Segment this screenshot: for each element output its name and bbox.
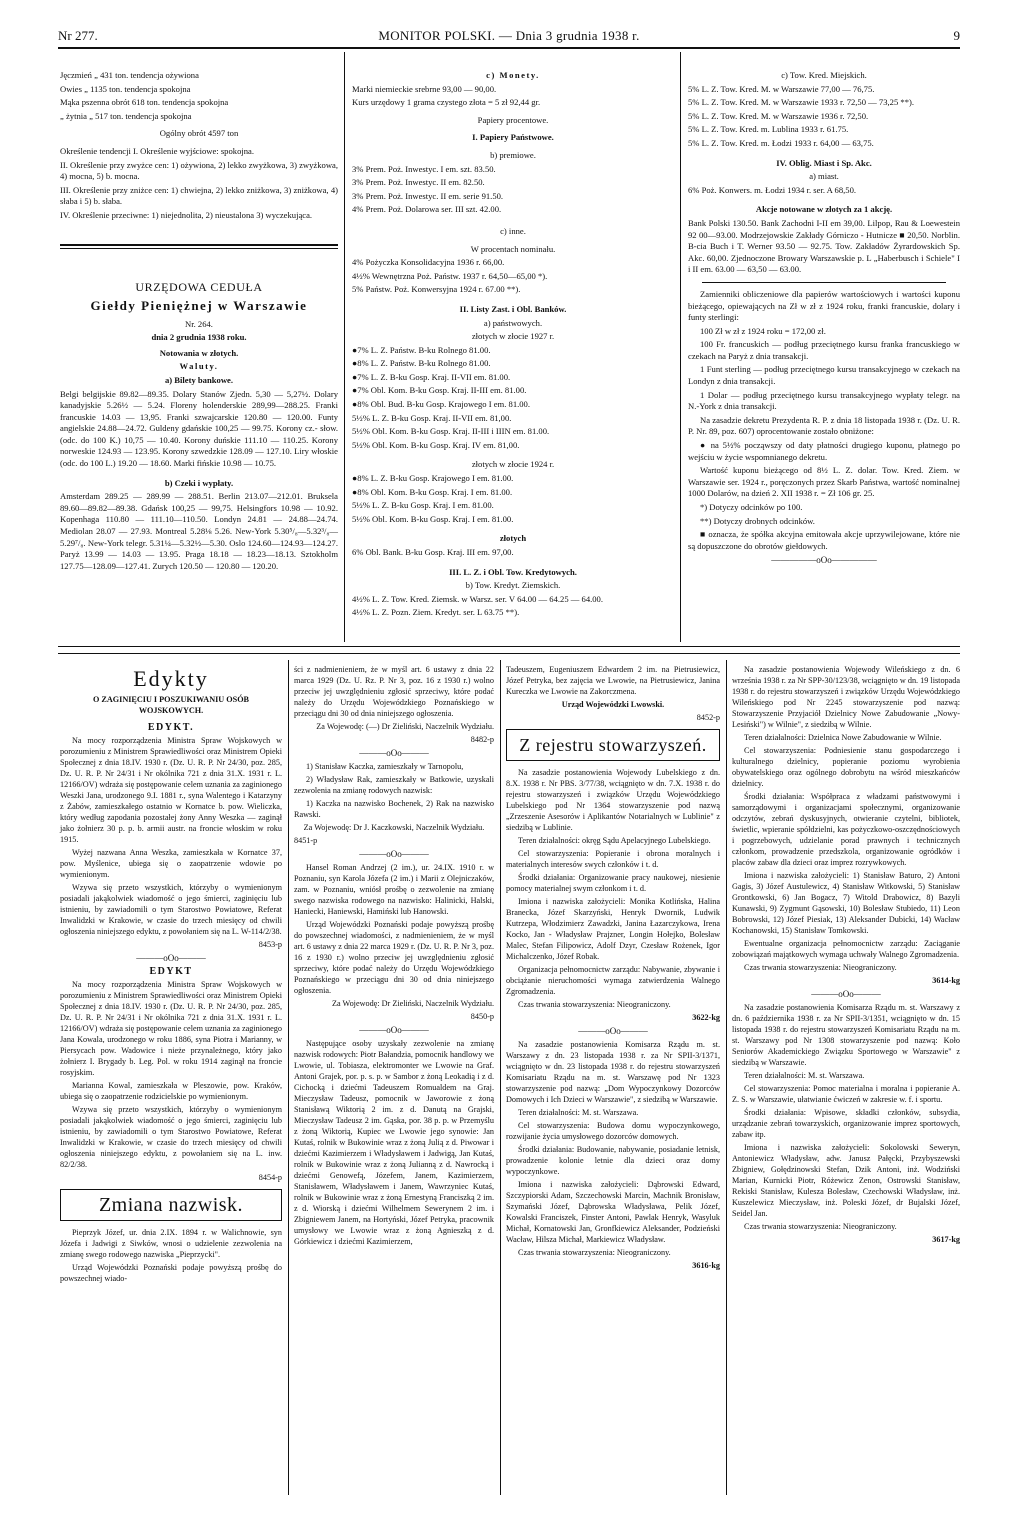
zl1924-item: 5½% Obl. Kom. B-ku Gosp. Kraj. I em. 81.00. — [352, 513, 514, 524]
zl1927-item: ●7% L. Z. Państw. B-ku Rolnego 81.00. — [352, 344, 491, 355]
edykt-heading: EDYKT. — [147, 722, 195, 733]
bilety-heading: a) Bilety bankowe. — [164, 374, 234, 385]
notice-number: 8450-p — [470, 1012, 494, 1021]
notice-number: 3617-kg — [932, 1235, 960, 1244]
column-divider — [288, 660, 289, 1495]
notice-text: Na zasadzie postanowienia Wojewody Wileńskiego z dn. 6 września 1938 r. za Nr SPP-30/123/38, wciągnięto w dn. 19 listopada 1938 r. do rejestru stowarzyszeń i związków Urzędu Wojewódzkiego Wileńskiego pod Nr 2245 stowarzyszenie pod nazwą: Stowarzyszenie Przyjaciół Dzielnicy Nowe Zabudowanie „Nowy-Lesiński") w Wilnie", z siedzibą w Wilnie. — [732, 665, 960, 729]
zamienniki-text: 100 Fr. francuskich — podług przeciętnego kursu franka francuskiego w czekach na Paryż z dnia transakcji. — [688, 339, 960, 361]
section-rule — [702, 282, 947, 283]
notice-text: Cel stowarzyszenia: Podniesienie stanu gospodarczego i kulturalnego dzielnicy, popieranie poziomu wyrobienia obywatelskiego oraz ogólnego dobrobytu na wśród mieszkańców dzielnicy. — [732, 746, 960, 788]
separator-ornament: ———oOo——— — [359, 1025, 429, 1035]
zl1924-item: ●8% L. Z. B-ku Gosp. Krajowego I em. 81.00. — [352, 473, 514, 484]
top-column-3 — [688, 70, 960, 568]
notice-text: Teren działalności: M. st. Warszawa. — [744, 1071, 865, 1080]
akcje-text: Bank Polski 130.50. Bank Zachodni I-II em 39,00. Lilpop, Rau & Loewestein 92 00—93.00. Modrzejowskie Zakłady Górniczo - Hutnicze ■ 20,50. Norblin. B-cia Buch i T. Werner 93.50 — 92.75. Tow. Zakładów Żyrardowskich Sp. Akc. 60,00. Zjednoczone Browary Warszawskie p. L „Haberbusch i Schiele" I i II em. 63.00 — 63,50 — 63.00. — [688, 217, 960, 275]
miejskich-item: 5% L. Z. Tow. Kred. m. Łodzi 1933 r. 64,00 — 63,75. — [688, 137, 874, 148]
czeki-heading: b) Czeki i wypłaty. — [164, 477, 234, 488]
miejskich-item: 5% L. Z. Tow. Kred. M. w Warszawie 77,00 — 76,75. — [688, 83, 875, 94]
akcje-heading: Akcje notowane w złotych za 1 akcję. — [755, 204, 893, 215]
miejskich-item: 5% L. Z. Tow. Kred. M. w Warszawie 1936 r. 72,50. — [688, 110, 869, 121]
grain-line: Mąka pszenna obrót 618 ton. tendencja spokojna — [60, 97, 229, 108]
page-header — [58, 28, 960, 48]
notice-text: Cel stowarzyszenia: Pomoc materialna i moralna i popieranie A. Z. S. w Warszawie, ułatwianie ćwiczeń w zakresie w. f. i sportu. — [732, 1084, 960, 1104]
notice-text: Środki działania: Wpisowe, składki członków, subsydia, urządzanie zebrań towarzyskich, organizowanie imprez sportowych, zabaw itp. — [732, 1108, 960, 1139]
notice-number: 8453-p — [258, 940, 282, 949]
bilety-text: Belgi belgijskie 89.82—89.35. Dolary Stanów Zjedn. 5,30 — 5,27½. Dolary kanadyjskie 5.26½ — 5.24. Floreny holenderskie 289,99—288.25. Franki francuskie 14.03 — 13,95. Franki szwajcarskie 120.80 — 120.00. Funty angielskie 24.88—24.72. Guldeny gdańskie 100,25 — 99.75. Korony cz.- słow. (odc. do 100 K.) 10,75 — 10.40. Korony duńskie 111.10 — 110.25. Korony norweskie 124.93 — 123.95. Korony szwedzkie 128.09 — 127.10. Liry włoskie (odc. do 100 L.) 19.20 — 18.60. Marki fińskie 10.98 — 10.75. — [60, 388, 338, 469]
zmiana-nazwisk-title: Zmiana nazwisk. — [60, 1189, 282, 1221]
zamienniki-text: 1 Dolar — podług przeciętnego kursu transakcyjnego wypłaty telegr. na N.-York z dnia transakcji. — [688, 389, 960, 412]
waluty-heading: Waluty. — [179, 361, 219, 372]
zmiana-text: Urząd Wojewódzki Poznański podaje powyższą prośbę do powszechnej wiado- — [60, 1263, 282, 1283]
tendency-note: Określenie tendencji I. Określenie wyjściowe: spokojna. — [60, 145, 255, 156]
header-rule — [58, 47, 960, 49]
top-column-1 — [60, 70, 338, 574]
notice-number: 8451-p — [294, 836, 318, 845]
signature: Za Wojewodę: Dr J. Kaczkowski, Naczelnik Wydziału. — [303, 823, 485, 832]
zl1924-item: 5½% L. Z. B-ku Gosp. Kraj. I em. 81.00. — [352, 500, 494, 511]
notice-number: 8482-p — [470, 735, 494, 744]
bottom-column-1 — [60, 664, 282, 1286]
zamienniki-text: Zamienniki obliczeniowe dla papierów wartościowych i wartości kuponu bieżącego, opiewających na Zł w zł z 1924 roku, franki francuskie, dolary i funty sterlingi: — [688, 288, 960, 323]
top-column-2 — [352, 70, 674, 621]
bottom-column-4 — [732, 664, 960, 1247]
column-divider — [500, 660, 501, 1495]
zl1927-item: ●8% L. Z. Państw. B-ku Rolnego 81.00. — [352, 358, 491, 369]
grain-line: „ żytnia „ 517 ton. tendencja spokojna — [60, 110, 192, 121]
zl1927-item: 5½% L. Z. B-ku Gosp. Kraj. II-VII em. 81,00. — [352, 412, 512, 423]
zl1927-item: ●7% L. Z. B-ku Gosp. Kraj. II-VII em. 81.00. — [352, 371, 511, 382]
zmiana-text: Pieprzyk Józef, ur. dnia 2.IX. 1894 r. w Walichnowie, syn Józefa i Jadwigi z Siwków, wnosi o udzielenie zezwolenia na zmianę swego rodowego nazwiska „Pieprzycki". — [60, 1228, 282, 1259]
czeki-text: Amsterdam 289.25 — 289.99 — 288.51. Berlin 213.07—212.01. Bruksela 89.60—89.82—89.38. Gdańsk 100,25 — 99,75. Helsingfors 10.98 — 10.92. Kopenhaga 110.80 — 111.10—110.50. Londyn 24.81 — 24.88—24.74. Mediolan 28.07 — 27.93. Montreal 5.28⅛ 5.26. New-York 5.30⁵/₈—5.32³/₈—5.29⁷/₈. New-York telegr. 5.31¼—5.32½—5.30. Oslo 124.60—124.93—124.27. Paryż 13.99 — 14.03 — 13.95. Praga 18.18 — 18.23—18.13. Sztokholm 127.75—128.09—127.41. Zurych 120.50 — 120.80 — 120.20. — [60, 491, 338, 571]
zl1927-item: ●8% Obl. Bud. B-ku Gosp. Krajowego I em. 81.00. — [352, 399, 531, 410]
ziemskich-heading: b) Tow. Kredyt. Ziemskich. — [465, 580, 561, 591]
premiowe-item: 3% Prem. Poż. Inwestyc. II em. serie 91.50. — [352, 190, 504, 201]
notowania-heading: Notowania w złotych. — [159, 347, 239, 358]
signature: Za Wojewodę: (—) Dr Zieliński, Naczelnik Wydziału. — [316, 722, 494, 731]
w-procentach-heading: W procentach nominału. — [470, 243, 556, 254]
miast-item: 6% Poż. Konwers. m. Łodzi 1934 r. ser. A 68,50. — [688, 184, 857, 195]
notice-text: Organizacja pełnomocnictw zarządu: Nabywanie, zbywanie i obciążanie nieruchomości wymaga zatwierdzenia Walnego Zgromadzenia. — [506, 965, 720, 996]
notice-text: Na zasadzie postanowienia Komisarza Rządu m. st. Warszawy z dn. 6 października 1938 r. za Nr SPII-3/1351, wciągnięto w dn. 15 listopada 1938 r. do rejestru stowarzyszeń Komisariatu Rządu na m. st. Warszawy pod Nr 1308 stowarzyszenie pod nazwą: Koło Seniorów Akademickiego Związku Sportowego w Warszawie" z siedzibą w Warszawie. — [732, 1003, 960, 1067]
premiowe-item: 3% Prem. Poż. Inwestyc. II em. 82.50. — [352, 177, 485, 188]
monety-text: Marki niemieckie srebrne 93,00 — 90,00. — [352, 83, 497, 94]
footnote: **) Dotyczy drobnych odcinków. — [700, 515, 815, 526]
notice-text: Czas trwania stowarzyszenia: Nieograniczony. — [744, 963, 897, 972]
obligacje-heading: IV. Oblig. Miast i Sp. Akc. — [776, 157, 872, 168]
tendency-note: II. Określenie przy zwyżce cen: 1) ożywiona, 2) lekko zwyżkowa, 3) zwyżkowa, 4) mocna, 5) b. mocna. — [60, 159, 338, 182]
miast-heading: a) miast. — [809, 171, 839, 182]
edykt-text: Wzywa się przeto wszystkich, którzyby o wymienionym posiadali jakąkolwiek wiadomość o jego śmierci, zaginięciu lub istnieniu, by zawiadomili o tym Starostwo Powiatowe, Referat Inwalidzki w Krakowie, w czasie do trzech miesięcy od chwili ogłoszenia niniejszego edyktu, z powołaniem się na L. inw. 82/2/38. — [60, 1105, 282, 1169]
notice-text: Teren działalności: Dzielnica Nowe Zabudowanie w Wilnie. — [744, 733, 942, 742]
zamienniki-text: 100 Zł w zł z 1924 roku = 172,00 zł. — [700, 325, 826, 336]
signature: Za Wojewodę: Dr Zieliński, Naczelnik Wydziału. — [331, 999, 494, 1008]
notice-text: Ewentualne organizacja pełnomocnictw zarządu: Zaciąganie zobowiązań majątkowych wymaga uchwały Walnego Zgromadzenia. — [732, 939, 960, 959]
miejskich-item: 5% L. Z. Tow. Kred. M. w Warszawie 1933 r. 72,50 — 73,25 **). — [688, 97, 915, 108]
inne-item: 4% Pożyczka Konsolidacyjna 1936 r. 66,00. — [352, 257, 505, 268]
papiery-panstwowe-heading: I. Papiery Państwowe. — [472, 132, 554, 143]
cedula-number: Nr. 264. — [185, 318, 213, 329]
column-divider — [726, 660, 727, 1495]
grain-line: Owies „ 1135 ton. tendencja spokojna — [60, 83, 191, 94]
zl1927-item: ●7% Obl. Kom. B-ku Gosp. Kraj. II-III em. 81.00. — [352, 385, 527, 396]
edykt-text: Wzywa się przeto wszystkich, którzyby o wymienionym posiadali jakąkolwiek wiadomość o jego śmierci, zaginięciu lub istnieniu, by zawiadomili o tym Starostwo Powiatowe, Referat Inwalidzki w Krakowie, w czasie do trzech miesięcy od chwili ogłoszenia niniejszego edyktu, z powołaniem się na L. W-114/2/38. — [60, 883, 282, 936]
zamienniki-text: Na zasadzie dekretu Prezydenta R. P. z dnia 18 listopada 1938 r. (Dz. U. R. P. Nr. 89, poz. 607) oprocentowanie zostało obniżone: — [688, 414, 960, 437]
edykt-text: Marianna Kowal, zamieszkała w Pleszowie, pow. Kraków, ubiega się o zaopatrzenie rodzicielskie po wymienionym. — [60, 1081, 282, 1101]
ziemskich-item: 4½% L. Z. Pozn. Ziem. Kredyt. ser. L 63.75 **). — [352, 607, 520, 618]
zlotych-heading: złotych — [499, 533, 527, 544]
notice-text: Na zasadzie postanowienia Komisarza Rządu m. st. Warszawy z dn. 23 listopada 1938 r. za Nr SPII-3/1371, wciągnięto w dn. 23 listopada 1938 r. do rejestru stowarzyszeń Komisariatu Rządu na m. st. Warszawę pod Nr 1323 stowarzyszenie pod nazwą: „Dom Wypoczynkowy Dozorców Domowych i Ich Dzieci w Warszawie", z siedzibą w Warszawie. — [506, 1040, 720, 1104]
notice-text: Cel stowarzyszenia: Popieranie i obrona moralnych i materialnych interesów swych członków i t. d. — [506, 849, 720, 869]
bottom-column-3 — [506, 664, 720, 1273]
column-divider — [344, 52, 345, 642]
monety-heading: c) Monety. — [486, 70, 540, 80]
notice-number: 3622-kg — [692, 1013, 720, 1022]
notice-text: Czas trwania stowarzyszenia: Nieograniczony. — [518, 1000, 671, 1009]
notice-text: Środki działania: Organizowanie pracy naukowej, niesienie pomocy materialnej swym członkom i t. d. — [506, 873, 720, 893]
cedula-date: dnia 2 grudnia 1938 roku. — [151, 332, 247, 343]
notice-text: Imiona i nazwiska założycieli: Dąbrowski Edward, Szczypiorski Adam, Szczechowski Marcin, Machnik Bronisław, Szymański Józef, Dąbrowska Władysława, Pelik Józef, Kowalski Franciszek, Finster Antoni, Pawlak Henryk, Wasyluk Michał, Kornatowski Jan, Gronfkiewicz Aleksander, Podzieński Wacław, Hilsza Michał, Markiewicz Władysław. — [506, 1180, 720, 1244]
grain-line: Jęczmień „ 431 ton. tendencja ożywiona — [60, 70, 199, 80]
cedula-title: URZĘDOWA CEDUŁA — [135, 279, 263, 294]
notice-text: Urząd Wojewódzki Poznański podaje powyższą prośbę do powszechnej wiadomości, z nadmienieniem, że w myśl art. 6 ustawy z dnia 22 marca 1929 r. (Dz. U. R. P. Nr 3, poz. 16 z 1930 r.) wolno przeciw jej uwzględnieniu zgłosić sprzeciwy, które podać należy do Urzędu Wojewódzkiego Poznańskiego w przeciągu dni 30 od dnia niniejszego ogłoszenia. — [294, 920, 494, 995]
signature: Urząd Wojewódzki Lwowski. — [561, 700, 665, 709]
miejskich-heading: c) Tow. Kred. Miejskich. — [781, 70, 867, 80]
inne-item: 5% Państw. Poż. Konwersyjna 1924 r. 67.00 **). — [352, 284, 521, 295]
section-divider — [58, 646, 960, 654]
zl1927-heading: złotych w złocie 1927 r. — [471, 331, 555, 342]
notice-text: Cel stowarzyszenia: Budowa domu wypoczynkowego, rozwijanie życia umysłowego dozorców domowych. — [506, 1121, 720, 1141]
notice-text: 2) Władysław Rak, zamieszkały w Batkowie, uzyskali zezwolenia na zmianę rodowych nazwisk: — [294, 775, 494, 795]
notice-text: Środki działania: Budowanie, nabywanie, posiadanie letnisk, prowadzenie kolonie letnie dla dzieci oraz domy wypoczynkowe. — [506, 1145, 720, 1176]
premiowe-item: 4% Prem. Poż. Dolarowa ser. III szt. 42.00. — [352, 204, 502, 215]
notice-text: Następujące osoby uzyskały zezwolenie na zmianę nazwisk rodowych: Piotr Bałandzia, pomocnik handlowy we Lwowie, ul. Tobiasza, elektromonter we Lwowie na Graf. Antoni Grajek, por. p. s. p. w Sambor z żoną Leokadią i z d. Cichocką i dziećmi Tadeuszem Romualdem na Graj. Mieczysław Tadeusz, pomocnik w Jaworowie z żoną Stanisławą Wiktorią 2 im. z d. Danutą na Grajski, Mieczysław Tadeusz 2 im. Gąska, por. 38 p. p. w Przemyślu z żoną Wiktorią, Kupiec we Lwowie jego synowie: Jan Kutaś, rolnik w Bukowinie wraz z żoną Julią z d. Piwowar i dziećmi Kazimierzem i Władysławem i Jadwigą, Jan Kutaś, rolnik w Bukowinie wraz z żoną Julianną z d. Nawrocką i dziećmi Genowefą, Józefem, Janem, Kazimierzem, Stanisławem, Władysławem i Janem, Wawrzyniec Kutaś, rolnik w Bukowinie wraz z żoną Ernestyną Franciszką 2 im. z d. Wiorską i dziećmi Wilhelmem Sewerynem 2 im. i Zbigniewem Janem, na Hortyński, Józef Petryka, pracownik umysłowy we Lwowie wraz z żoną Agnieszką z d. Górkiewicz i dziećmi Kazimierzem, — [294, 1039, 494, 1246]
separator-ornament: ———oOo——— — [811, 989, 881, 999]
notice-text: 1) Stanisław Kaczka, zamieszkały w Tarnopolu, — [306, 762, 464, 771]
notice-text: Imiona i nazwiska założycieli: Monika Kotlińska, Halina Branecka, Józef Skarzyński, Henryk Dwornik, Ludwik Kutrzepa, Włodzimierz Zawadzki, Janina Łazarczykowa, Irena Kocko, Jan - Władysław Prajzner, Longin Hołejko, Bolesław Malec, Stefan Filipowicz, Adolf Dzyr, Czesław Rożenek, Igor Michalczenko, Józef Robak. — [506, 897, 720, 961]
cedula-subtitle: Giełdy Pieniężnej w Warszawie — [90, 297, 308, 313]
edykty-title: Edykty — [133, 666, 209, 691]
edykt-text: Wyżej nazwana Anna Weszka, zamieszkała w Kornatce 37, pow. Myślenice, ubiega się o zaopatrzenie wdowie po wymienionym. — [60, 848, 282, 879]
notice-number: 3616-kg — [692, 1261, 720, 1270]
inne-heading: c) inne. — [500, 225, 526, 236]
zl1924-heading: złotych w złocie 1924 r. — [471, 459, 555, 470]
edykt-text: Na mocy rozporządzenia Ministra Spraw Wojskowych w porozumieniu z Ministrem Sprawiedliwości oraz Ministrem Opieki Społecznej z dnia 18.IV. 1930 r. (Dz. U. R. P. Nr 24/30, poz. 285, Dz. U. R. P. Nr 24/31 i Nr okólnika 721 z dnia 31.X. 1931 r. L. 12166/OV) wdraża się postępowanie celem uznania za zaginionego Jana Kowala, urodzonego w roku 1886, syna Piotra i Marianny, w Piersycach pow. Wadowice i nieże przynależnego, który jako żołnierz I. Brygady b. Leg. Pol. w roku 1914 zaginął na froncie rosyjskim. — [60, 980, 282, 1077]
notice-text: Imiona i nazwiska założycieli: Sokolowski Seweryn, Antoniewicz Władysław, adw. Janusz Pałęcki, Przybyszewski Zbigniew, Gołędzinowski Stefan, Dzik Antoni, inż. Wodziński Marian, Kurnicki Piotr, Różewicz Zenon, Ostrowski Stanisław, Rekiski Stanisław, Kulesza Bolesław, Czechowski Władysław, inż. Kuszelewicz Mieczysław, inż. Poleski Józef, dr Bujalski Józef, Seidel Jan. — [732, 1143, 960, 1218]
notice-text: Na zasadzie postanowienia Wojewody Lubelskiego z dn. 8.X. 1938 r. Nr PBS. 3/77/38, wciągnięto w dn. 7.X. 1938 r. do rejestru stowarzyszeń i związków Urzędu Wojewódzkiego Lubelskiego pod Nr 1364 stowarzyszenie pod nazwą „Zrzeszenie Asesorów i Aplikantów Notarialnych w Lublinie" z siedzibą w Lublinie. — [506, 768, 720, 832]
ziemskich-item: 4½% L. Z. Tow. Kred. Ziemsk. w Warsz. ser. V 64.00 — 64.25 — 64.00. — [352, 593, 604, 604]
papiery-heading: Papiery procentowe. — [477, 114, 549, 125]
grain-total: Ogólny obrót 4597 ton — [159, 128, 239, 139]
notice-text: Czas trwania stowarzyszenia: Nieograniczony. — [518, 1248, 671, 1257]
panstwowych-heading: a) państwowych. — [483, 317, 543, 328]
notice-number: 3614-kg — [932, 976, 960, 985]
bottom-column-2 — [294, 664, 494, 1249]
zamienniki-text: ● na 5½% począwszy od daty płatności drugiego kuponu, płatnego po wejściu w życie wspomnianego dekretu. — [688, 440, 960, 462]
zamienniki-text: 1 Funt sterling — podług przeciętnego kursu transakcyjnego w czekach na Londyn z dnia transakcji. — [688, 364, 960, 387]
zl1927-item: 5½% Obl. Kom. B-ku Gosp. Kraj. II-III i IIIN em. 81.00. — [352, 426, 550, 437]
notice-text: Środki działania: Współpraca z władzami państwowymi i samorządowymi i organizacjami społecznymi, organizowanie odczytów, zebrań dyskusyjnych, otwieranie czytelni, bibliotek, świetlic, wpieranie spółdzielni, kas pożyczkowo-oszczędnościowych i pogrzebowych, udzielanie porad prawnych i technicznych członkom, prowadzenie przedszkola, organizowanie ogródków i placów zabaw dla dzieci oraz imprez rozrywkowych. — [732, 792, 960, 867]
notice-text: ści z nadmienieniem, że w myśl art. 6 ustawy z dnia 22 marca 1929 (Dz. U. Rz. P. Nr 3, poz. 16 z 1930 r.) wolno przeciw jej uwzględnieniu zgłosić sprzeciwy, które podać należy do Urzędu Wojewódzkiego Poznańskiego w przeciągu dni 30 od dnia niniejszego ogłoszenia. — [294, 665, 494, 718]
miejskich-item: 5% L. Z. Tow. Kred. m. Lublina 1933 r. 61.75. — [688, 124, 849, 135]
inne-item: 4½% Wewnętrzna Poż. Państw. 1937 r. 64,50—65,00 *). — [352, 270, 548, 281]
kurs-text: Kurs urzędowy 1 grama czystego złota = 5 zł 92,44 gr. — [352, 97, 541, 108]
footnote: ■ oznacza, że spółka akcyjna emitowała akcje uprzywilejowane, które nie są dopuszczone do obrotów giełdowych. — [688, 529, 960, 551]
edykt-text: Na mocy rozporządzenia Ministra Spraw Wojskowych w porozumieniu z Ministrem Sprawiedliwości oraz Ministrem Opieki Społecznej z dnia 18.IV. 1930 r. (Dz. U. R. P. Nr 24/30, poz. 285, Dz. U. R. P. Nr 24/31 i Nr okólnika 721 z dnia 31.X. 1931 r. L. 12166/OV) wdraża się postępowanie celem uznania za zaginionego Weszki Jana, urodzonego 9.I. 1881 r., syna Walentego i Katarzyny z Żabów, zamieszkałego ostatnio w Kornatce b. pow. Wieliczka, który według zapodania pozostałej żony Anny Weszka — zaginął jako żołnierz 30 p. p. b. armii austr. na froncie włoskim w roku 1915. — [60, 736, 282, 844]
separator-ornament: ———oOo——— — [359, 748, 429, 758]
page-number: 9 — [953, 28, 960, 43]
footnote: *) Dotyczy odcinków po 100. — [700, 502, 803, 512]
notice-number: 8454-p — [258, 1173, 282, 1182]
column-divider — [680, 52, 681, 642]
notice-text: Teren działalności: okręg Sądu Apelacyjnego Lubelskiego. — [518, 836, 711, 845]
notice-text: Tadeuszem, Eugeniuszem Edwardem 2 im. na Pietrusiewicz, Józef Petryka, bez zajęcia we Lwowie, na Pietrusiewicz, Janina Kureczka we Lwowie na Zakorczmena. — [506, 665, 720, 696]
issue-number: Nr 277. — [58, 28, 98, 43]
separator-ornament: —————oOo————— — [771, 555, 877, 566]
listy-heading: II. Listy Zast. i Obl. Banków. — [459, 303, 567, 314]
zl1924-item: ●8% Obl. Kom. B-ku Gosp. Kraj. I em. 81.00. — [352, 486, 513, 497]
separator-ornament: ———oOo——— — [359, 849, 429, 859]
iii-heading: III. L. Z. i Obl. Tow. Kredytowych. — [449, 566, 577, 577]
publication-title: MONITOR POLSKI. — Dnia 3 grudnia 1938 r. — [378, 28, 640, 43]
zamienniki-text: Wartość kuponu bieżącego od 8½ L. Z. dolar. Tow. Kred. Ziem. w Warszawie ser. 1924 r., poręczonych przez Skarb Państwa, wartość nominalnej 1000 Dolarów, na dzień 2. XII 1938 r. = Zł 106 gr. 25. — [688, 465, 960, 499]
notice-text: Czas trwania stowarzyszenia: Nieograniczony. — [744, 1222, 897, 1231]
notice-text: Teren działalności: M. st. Warszawa. — [518, 1108, 639, 1117]
edykt-heading: EDYKT — [149, 966, 193, 977]
premiowe-item: 3% Prem. Poż. Inwestyc. I em. szt. 83.50. — [352, 163, 496, 174]
edykty-subtitle: O ZAGINIĘCIU I POSZUKIWANIU OSÓB WOJSKOWYCH. — [92, 695, 250, 715]
notice-text: 1) Kaczka na nazwisko Bochenek, 2) Rak na nazwisko Rawski. — [294, 799, 494, 819]
zl1927-item: 5½% Obl. Kom. B-ku Gosp. Kraj. IV em. 81,00. — [352, 439, 520, 450]
separator-ornament: ———oOo——— — [578, 1026, 648, 1036]
tendency-note: III. Określenie przy zniżce cen: 1) chwiejna, 2) lekko zniżkowa, 3) zniżkowa, 4) słaba i 5) b. słaba. — [60, 184, 338, 207]
zlotych-item: 6% Obl. Bank. B-ku Gosp. Kraj. III em. 97,00. — [352, 547, 514, 557]
notice-number: 8452-p — [696, 713, 720, 722]
premiowe-heading: b) premiowe. — [490, 149, 536, 160]
tendency-note: IV. Określenie przeciwne: 1) niejednolita, 2) nieustalona 3) wyczekująca. — [60, 209, 313, 220]
notice-text: Imiona i nazwiska założycieli: 1) Stanisław Baturo, 2) Antoni Gagis, 3) Józef Austulewicz, 4) Stanisław Witkowski, 5) Stanisław Grontkowski, 6) Jan Bogacz, 7) Witold Drabowicz, 8) Bazyli Kunawski, 9) Zygmunt Gąsowski, 10) Bolesław Stubiedo, 11) Leon Bobrowski, 12) Józef Piesiak, 13) Aleksander Dubicki, 14) Wacław Kochanowski, 15) Stanisław Tomkowski. — [732, 871, 960, 935]
separator-ornament: ———oOo——— — [136, 953, 206, 963]
rejestr-stowarzyszen-title: Z rejestru stowarzyszeń. — [506, 729, 720, 761]
notice-text: Hansel Roman Andrzej (2 im.), ur. 24.IX. 1910 r. w Poznaniu, syn Karola Józefa (2 im.) i Marii z Olejniczaków, zam. w Poznaniu, wniósł prośbę o zezwolenie na zmianę swego nazwiska rodowego na nazwisko: Halinicki, Halski, Haniecki, Haniewski, Hamiński lub Hanowski. — [294, 863, 494, 916]
